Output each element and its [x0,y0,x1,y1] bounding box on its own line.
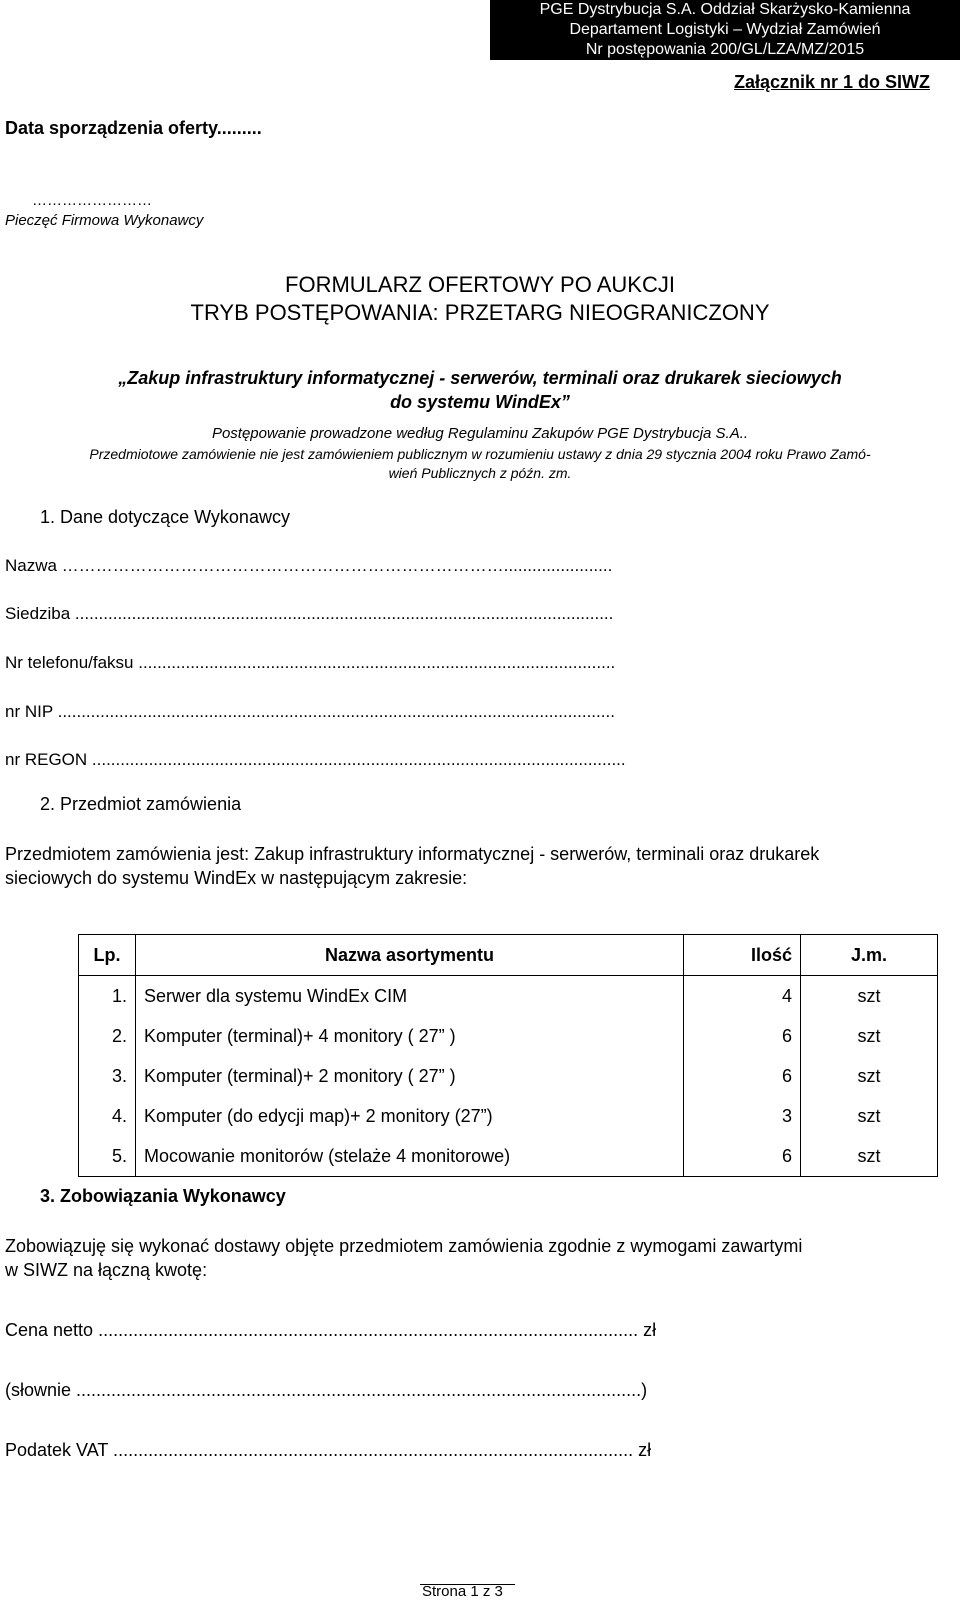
row-quantity: 6 [684,1136,801,1177]
row-quantity: 6 [684,1016,801,1056]
table-header-row [79,935,938,976]
table-row [79,976,938,1017]
table-row [79,1136,938,1177]
net-price-field: Cena netto ............................................................................................................ zł [5,1320,657,1340]
form-title-line2: TRYB POSTĘPOWANIA: PRZETARG NIEOGRANICZONY [190,300,770,325]
header-item-name: Nazwa asortymentu [136,935,684,976]
row-lp: 5. [79,1136,136,1177]
attachment-label: Załącznik nr 1 do SIWZ [733,72,930,92]
subject-line2: do systemu WindEx” [390,392,570,412]
row-quantity: 6 [684,1056,801,1096]
contractor-seat-field: Siedziba .................................................................................................................. [5,604,614,623]
section2-heading: 2. Przedmiot zamówienia [40,794,242,814]
legal-note-line1: Przedmiotowe zamówienie nie jest zamówieniem publicznym w rozumieniu ustawy z dnia 29 stycznia 2004 roku Prawo Zamó- [89,446,871,462]
contractor-phone-field: Nr telefonu/faksu ..................................................................................................... [5,653,616,672]
section3-text-line2: w SIWZ na łączną kwotę: [5,1260,208,1280]
row-unit: szt [801,976,938,1017]
procedure-note: Postępowanie prowadzone według Regulaminu Zakupów PGE Dystrybucja S.A.. [211,425,749,442]
section3-text-line1: Zobowiązuję się wykonać dostawy objęte przedmiotem zamówienia zgodnie z wymogami zawartymi [5,1236,803,1256]
table-row [79,1056,938,1096]
section2-text-line2: sieciowych do systemu WindEx w następującym zakresie: [5,868,468,888]
header-department: Departament Logistyki – Wydział Zamówień [569,21,881,38]
row-unit: szt [801,1016,938,1056]
header-quantity: Ilość [684,935,801,976]
row-unit: szt [801,1056,938,1096]
section3-heading: 3. Zobowiązania Wykonawcy [40,1186,286,1206]
stamp-dots: …………………… [32,192,152,209]
contractor-nip-field: nr NIP ...................................................................................................................... [5,702,615,721]
form-title-line1: FORMULARZ OFERTOWY PO AUKCJI [285,272,675,297]
table-row [79,1096,938,1136]
section1-heading: 1. Dane dotyczące Wykonawcy [40,507,290,527]
row-unit: szt [801,1136,938,1177]
table-row [79,1016,938,1056]
contractor-name-field: Nazwa ……………………………………………………………………....................... [5,556,613,575]
row-item-name: Mocowanie monitorów (stelaże 4 monitorowe) [136,1136,684,1177]
row-lp: 2. [79,1016,136,1056]
row-item-name: Komputer (terminal)+ 4 monitory ( 27” ) [136,1016,684,1056]
offer-date-line: Data sporządzenia oferty......... [5,118,262,138]
row-lp: 1. [79,976,136,1017]
header-unit: J.m. [801,935,938,976]
row-quantity: 4 [684,976,801,1017]
legal-note-line2: wień Publicznych z późn. zm. [388,465,572,481]
section2-text-line1: Przedmiotem zamówienia jest: Zakup infrastruktury informatycznej - serwerów, terminali oraz drukarek [5,844,820,864]
row-quantity: 3 [684,1096,801,1136]
items-table [78,934,938,1177]
row-item-name: Komputer (terminal)+ 2 monitory ( 27” ) [136,1056,684,1096]
header-case-number: Nr postępowania 200/GL/LZA/MZ/2015 [585,41,865,58]
row-unit: szt [801,1096,938,1136]
contractor-regon-field: nr REGON ................................................................................................................. [5,750,626,769]
page-number: Strona 1 z 3 [422,1583,503,1600]
subject-line1: „Zakup infrastruktury informatycznej - serwerów, terminali oraz drukarek sieciowych [118,368,842,388]
header-company: PGE Dystrybucja S.A. Oddział Skarżysko-Kamienna [539,1,911,18]
row-lp: 3. [79,1056,136,1096]
row-lp: 4. [79,1096,136,1136]
company-stamp-label: Pieczęć Firmowa Wykonawcy [5,212,204,229]
row-item-name: Serwer dla systemu WindEx CIM [136,976,684,1017]
document-header [490,0,960,60]
row-item-name: Komputer (do edycji map)+ 2 monitory (27”) [136,1096,684,1136]
vat-field: Podatek VAT ........................................................................................................ zł [5,1440,652,1460]
header-lp: Lp. [79,935,136,976]
amount-in-words-field: (słownie .................................................................................................................) [5,1380,648,1400]
